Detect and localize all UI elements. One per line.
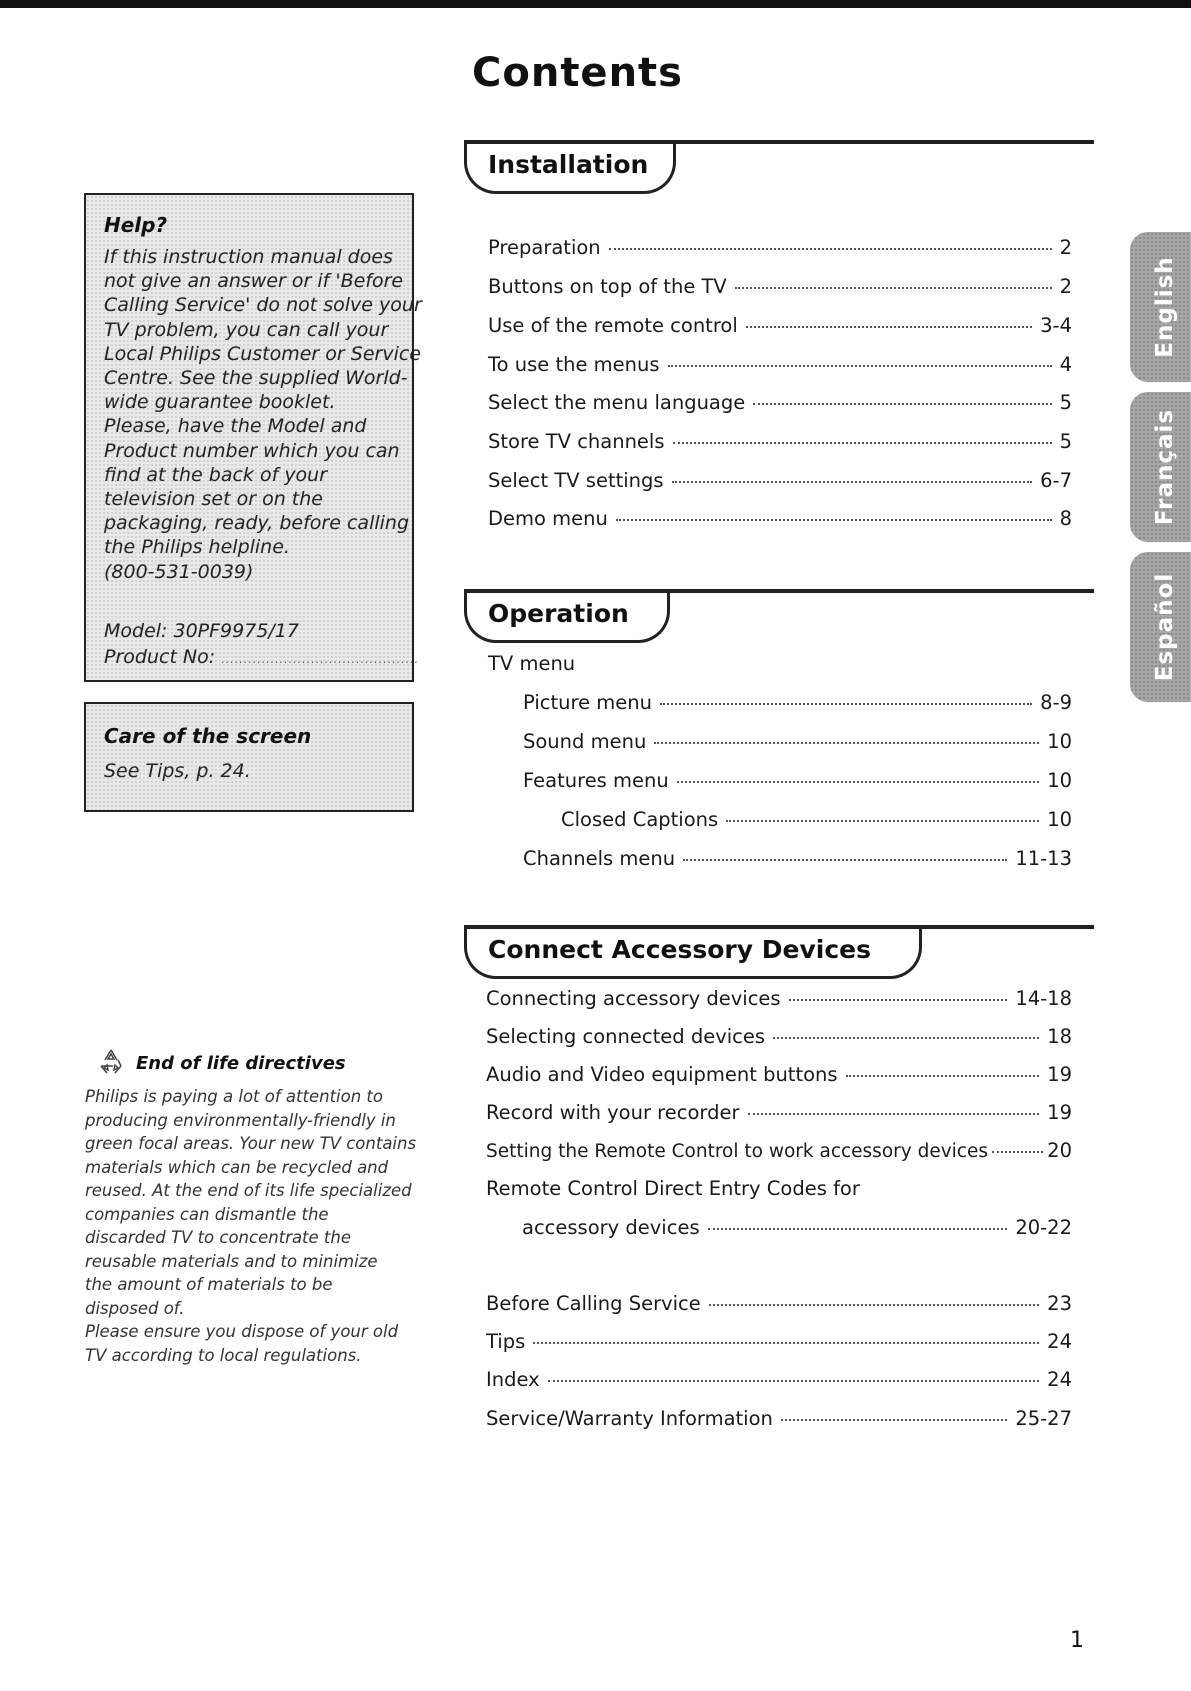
toc-item[interactable]: [522, 1216, 1072, 1239]
eol-line: companies can dismantle the: [85, 1204, 329, 1224]
toc-item[interactable]: [523, 847, 1072, 870]
toc-item[interactable]: [486, 987, 1072, 1010]
care-title: Care of the screen: [104, 724, 312, 748]
toc-title: Connecting accessory devices: [486, 987, 781, 1010]
eol-line: disposed of.: [85, 1298, 185, 1318]
product-number: [104, 645, 419, 672]
eol-line: reused. At the end of its life specialized: [85, 1181, 412, 1200]
toc-title: Service/Warranty Information: [486, 1407, 773, 1430]
toc-title: Buttons on top of the TV: [488, 275, 727, 298]
toc-page: 2: [1059, 236, 1072, 259]
toc-item[interactable]: [486, 1330, 1072, 1353]
eol-line: discarded TV to concentrate the: [85, 1228, 351, 1247]
toc-title: Preparation: [488, 236, 601, 259]
toc-page: 4: [1059, 353, 1072, 376]
toc-page: 10: [1047, 769, 1072, 792]
care-box: [84, 702, 414, 812]
help-text: [104, 245, 422, 584]
toc-item[interactable]: [523, 691, 1072, 714]
toc-title: Channels menu: [523, 847, 676, 870]
help-line: television set or on the: [104, 488, 323, 511]
product-label: Product No:: [104, 646, 216, 668]
eol-line: Please ensure you dispose of your old: [85, 1322, 399, 1341]
page-number: 1: [1070, 1628, 1084, 1653]
care-text: See Tips, p. 24.: [104, 760, 251, 782]
help-line: Product number which you can: [104, 439, 400, 462]
help-line: Please, have the Model and: [104, 415, 367, 438]
toc-title: Demo menu: [488, 507, 608, 530]
toc-title: Index: [486, 1368, 540, 1391]
toc-page: 2: [1059, 275, 1072, 298]
help-box: [84, 193, 422, 682]
toc-page: 19: [1047, 1063, 1072, 1086]
toc-title: Store TV channels: [488, 430, 665, 453]
help-line: If this instruction manual does: [104, 246, 393, 268]
toc-title: Select TV settings: [488, 469, 664, 492]
toc-item[interactable]: [488, 507, 1072, 530]
connect-title: Connect Accessory Devices: [488, 935, 871, 964]
toc-item[interactable]: [561, 808, 1072, 831]
toc-item[interactable]: [488, 353, 1072, 376]
toc-title: Before Calling Service: [486, 1292, 701, 1315]
toc-title: Picture menu: [523, 691, 652, 714]
language-tab-label: English: [1152, 256, 1178, 358]
toc-page: 6-7: [1040, 469, 1072, 492]
language-tab-label: Français: [1152, 408, 1178, 526]
toc-item[interactable]: [523, 730, 1072, 753]
language-tab-label: Español: [1152, 572, 1178, 682]
help-line: not give an answer or if 'Before: [104, 270, 404, 293]
toc-page: 18: [1047, 1025, 1072, 1048]
top-border: [0, 0, 1191, 8]
help-line: wide guarantee booklet.: [104, 391, 336, 414]
toc-title: Closed Captions: [561, 808, 719, 831]
eol-line: the amount of materials to be: [85, 1275, 333, 1294]
model-number: Model: 30PF9975/17: [104, 620, 299, 642]
help-line: TV problem, you can call your: [104, 318, 389, 341]
toc-title: Setting the Remote Control to work accessory devices: [486, 1141, 988, 1162]
help-line: Calling Service' do not solve your: [104, 294, 422, 317]
toc-item[interactable]: [486, 1407, 1072, 1430]
operation-title: Operation: [488, 599, 629, 628]
language-tab-english[interactable]: [1130, 232, 1191, 382]
toc-item[interactable]: [523, 769, 1072, 792]
language-tab-francais[interactable]: [1130, 392, 1191, 542]
page-title: Contents: [472, 50, 683, 96]
recycle-icon: [96, 1046, 126, 1076]
toc-item[interactable]: [488, 391, 1072, 414]
help-line: the Philips helpline.: [104, 536, 290, 559]
help-line: Centre. See the supplied World-: [104, 367, 408, 390]
toc-item[interactable]: [488, 430, 1072, 453]
toc-page: 8: [1059, 507, 1072, 530]
tv-menu-label: TV menu: [488, 652, 576, 675]
toc-item[interactable]: [488, 275, 1072, 298]
toc-title: Record with your recorder: [486, 1101, 740, 1124]
toc-title: Features menu: [523, 769, 669, 792]
toc-title: Tips: [486, 1330, 526, 1353]
toc-title[interactable]: Remote Control Direct Entry Codes for: [486, 1177, 860, 1200]
toc-title: Sound menu: [523, 730, 647, 753]
end-of-life-text: [85, 1085, 416, 1367]
toc-page: 5: [1059, 391, 1072, 414]
help-line: find at the back of your: [104, 463, 328, 486]
toc-page: 14-18: [1015, 987, 1072, 1010]
toc-page: 5: [1059, 430, 1072, 453]
toc-page: 23: [1047, 1292, 1072, 1315]
toc-title: Select the menu language: [488, 391, 746, 414]
toc-item[interactable]: [486, 1025, 1072, 1048]
toc-title: Use of the remote control: [488, 314, 738, 337]
toc-page: 3-4: [1040, 314, 1072, 337]
installation-header: [464, 140, 1094, 210]
language-tab-espanol[interactable]: [1130, 552, 1191, 702]
eol-line: materials which can be recycled and: [85, 1157, 389, 1177]
helpline-number: (800-531-0039): [104, 560, 254, 583]
help-line: Local Philips Customer or Service: [104, 342, 421, 365]
eol-line: Philips is paying a lot of attention to: [85, 1087, 383, 1106]
eol-line: reusable materials and to minimize: [85, 1251, 378, 1271]
toc-title: accessory devices: [522, 1216, 700, 1239]
toc-item[interactable]: [488, 314, 1072, 337]
toc-page: 11-13: [1015, 847, 1072, 870]
toc-item[interactable]: [486, 1292, 1072, 1315]
toc-title: To use the menus: [488, 353, 660, 376]
end-of-life-title: End of life directives: [136, 1053, 346, 1074]
toc-page: 20: [1047, 1139, 1072, 1162]
toc-page: 10: [1047, 808, 1072, 831]
toc-title: Audio and Video equipment buttons: [486, 1063, 838, 1086]
toc-page: 24: [1047, 1330, 1072, 1353]
toc-item[interactable]: [486, 1101, 1072, 1124]
eol-line: green focal areas. Your new TV contains: [85, 1134, 417, 1153]
toc-item[interactable]: [488, 236, 1072, 259]
toc-item[interactable]: [486, 1063, 1072, 1086]
operation-header: [464, 589, 1094, 659]
toc-page: 25-27: [1015, 1407, 1072, 1430]
connect-header: [464, 925, 1094, 995]
toc-title: Selecting connected devices: [486, 1025, 766, 1048]
toc-item[interactable]: [486, 1139, 1072, 1162]
help-line: packaging, ready, before calling: [104, 512, 410, 535]
product-number-blank: ............................................: [221, 653, 420, 666]
installation-title: Installation: [488, 150, 649, 179]
toc-page: 24: [1047, 1368, 1072, 1391]
toc-page: 10: [1047, 730, 1072, 753]
toc-page: 20-22: [1015, 1216, 1072, 1239]
toc-item[interactable]: [486, 1368, 1072, 1391]
toc-page: 8-9: [1040, 691, 1072, 714]
toc-page: 19: [1047, 1101, 1072, 1124]
eol-line: producing environmentally-friendly in: [85, 1110, 396, 1130]
help-title: Help?: [104, 213, 168, 237]
toc-item[interactable]: [488, 469, 1072, 492]
eol-line: TV according to local regulations.: [85, 1345, 362, 1365]
